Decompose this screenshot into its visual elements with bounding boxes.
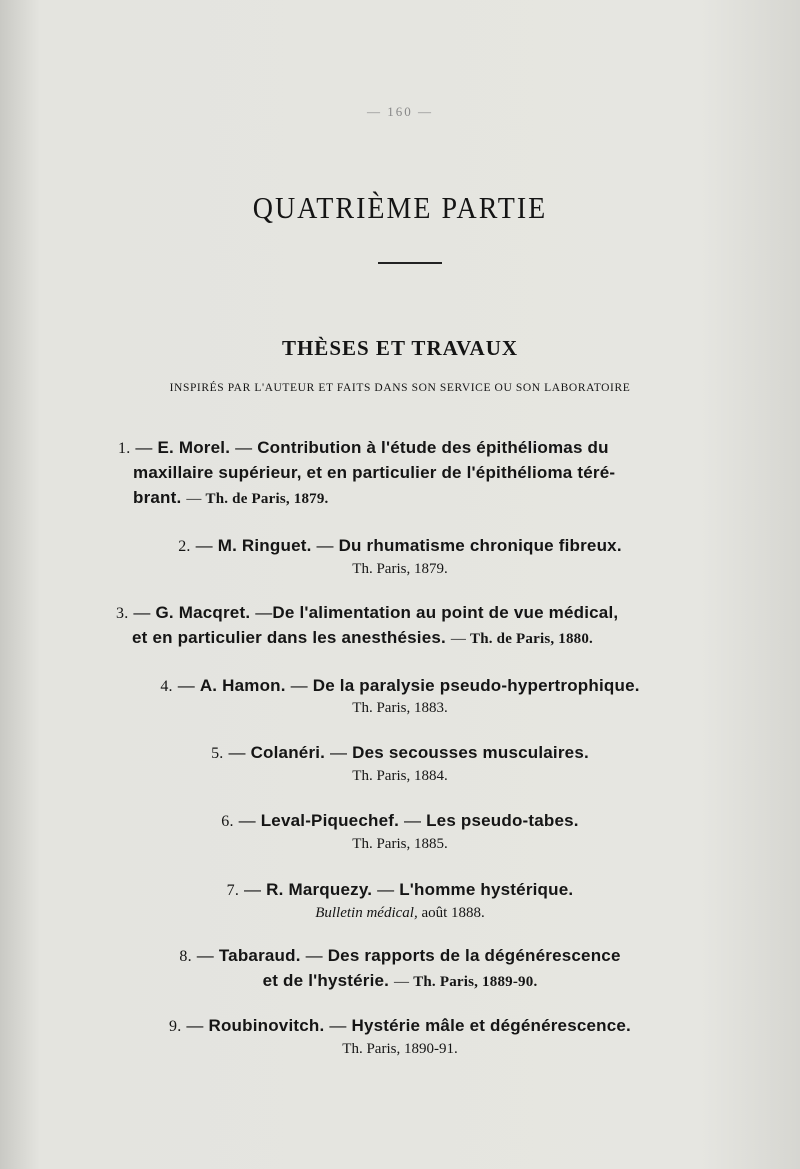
entry-number: 9.	[169, 1018, 182, 1035]
part-title: QUATRIÈME PARTIE	[252, 191, 548, 226]
entry-author: Tabaraud.	[218, 946, 301, 965]
entry-journal: Bulletin médical,	[315, 905, 418, 921]
entry-5-reference: Th. Paris, 1884.	[352, 768, 448, 784]
entry-title-continued: et en particulier dans les anesthésies.	[132, 628, 446, 647]
entry-number: 2.	[178, 538, 191, 555]
entry-title: Contribution à l'étude des épithéliomas du	[257, 438, 609, 457]
entry-number: 7.	[226, 882, 240, 899]
entry-4-line-1: 4. — A. Hamon. — De la paralysie pseudo-hypertrophique.	[160, 676, 640, 695]
entry-1-line-1: 1. — E. Morel. — Contribution à l'étude des épithéliomas du	[118, 438, 609, 457]
entry-6-line-1: 6. — Leval-Piquechef. — Les pseudo-tabes.	[221, 811, 579, 830]
entry-7-reference	[0, 905, 800, 922]
entry-title: De l'alimentation au point de vue médical,	[272, 603, 619, 622]
section-title: THÈSES ET TRAVAUX	[281, 336, 519, 360]
entry-reference: Th. de Paris, 1879.	[205, 491, 329, 507]
entry-number: 4.	[160, 678, 173, 695]
entry-number: 3.	[116, 605, 129, 622]
entry-9-reference: Th. Paris, 1890-91.	[342, 1041, 458, 1057]
entry-title-continued: et de l'hystérie.	[262, 971, 390, 990]
entry-author: M. Ringuet.	[217, 536, 312, 555]
entry-title: Les pseudo-tabes.	[426, 811, 579, 830]
entry-1-line-2	[133, 463, 615, 483]
entry-title-continued: brant.	[133, 488, 182, 507]
entry-6-reference: Th. Paris, 1885.	[352, 836, 448, 852]
entry-reference: août 1888.	[421, 905, 485, 921]
section-subtitle: INSPIRÉS PAR L'AUTEUR ET FAITS DANS SON SERVICE OU SON LABORATOIRE	[169, 382, 631, 394]
entry-author: Roubinovitch.	[208, 1016, 325, 1035]
entry-author: Leval-Piquechef.	[260, 811, 400, 830]
entry-title: Des rapports de la dégénérescence	[327, 946, 621, 965]
entry-1-line-3: brant. — Th. de Paris, 1879.	[133, 488, 329, 507]
entry-title: L'homme hystérique.	[399, 880, 574, 899]
entry-author: G. Macqret.	[155, 603, 251, 622]
entry-title-continued: maxillaire supérieur, et en particulier de l'épithélioma téré-	[133, 463, 616, 482]
entry-8-line-2: et de l'hystérie. — Th. Paris, 1889-90.	[262, 971, 538, 990]
entry-2-line-1: 2. — M. Ringuet. — Du rhumatisme chronique fibreux.	[178, 536, 622, 555]
entry-4-reference: Th. Paris, 1883.	[352, 700, 448, 716]
entry-8-line-1: 8. — Tabaraud. — Des rapports de la dégénérescence	[179, 946, 621, 965]
entry-number: 6.	[221, 813, 234, 830]
entry-reference: Th. Paris, 1889-90.	[413, 974, 538, 990]
entry-5-line-1: 5. — Colanéri. — Des secousses musculaires.	[211, 743, 589, 762]
entry-number: 8.	[179, 948, 192, 965]
entry-author: Colanéri.	[250, 743, 326, 762]
entry-author: E. Morel.	[157, 438, 231, 457]
entry-9-line-1: 9. — Roubinovitch. — Hystérie mâle et dégénérescence.	[169, 1016, 631, 1035]
title-rule	[378, 262, 442, 264]
entry-number: 5.	[211, 745, 224, 762]
entry-title: Des secousses musculaires.	[352, 743, 589, 762]
entry-title: Du rhumatisme chronique fibreux.	[338, 536, 622, 555]
entry-title: De la paralysie pseudo-hypertrophique.	[312, 676, 640, 695]
entry-3-line-1: 3. — G. Macqret. —De l'alimentation au point de vue médical,	[116, 603, 619, 622]
entry-number: 1.	[118, 440, 131, 457]
entry-author: R. Marquezy.	[266, 880, 373, 899]
page-number: — 160 —	[367, 104, 433, 119]
entry-reference: Th. de Paris, 1880.	[470, 631, 594, 647]
entry-7-line-1: 7. — R. Marquezy. — L'homme hystérique.	[226, 880, 574, 899]
entry-title: Hystérie mâle et dégénérescence.	[351, 1016, 631, 1035]
entry-2-reference: Th. Paris, 1879.	[352, 561, 448, 577]
entry-3-line-2: et en particulier dans les anesthésies. — Th. de Paris, 1880.	[132, 628, 594, 647]
entry-author: A. Hamon.	[199, 676, 286, 695]
